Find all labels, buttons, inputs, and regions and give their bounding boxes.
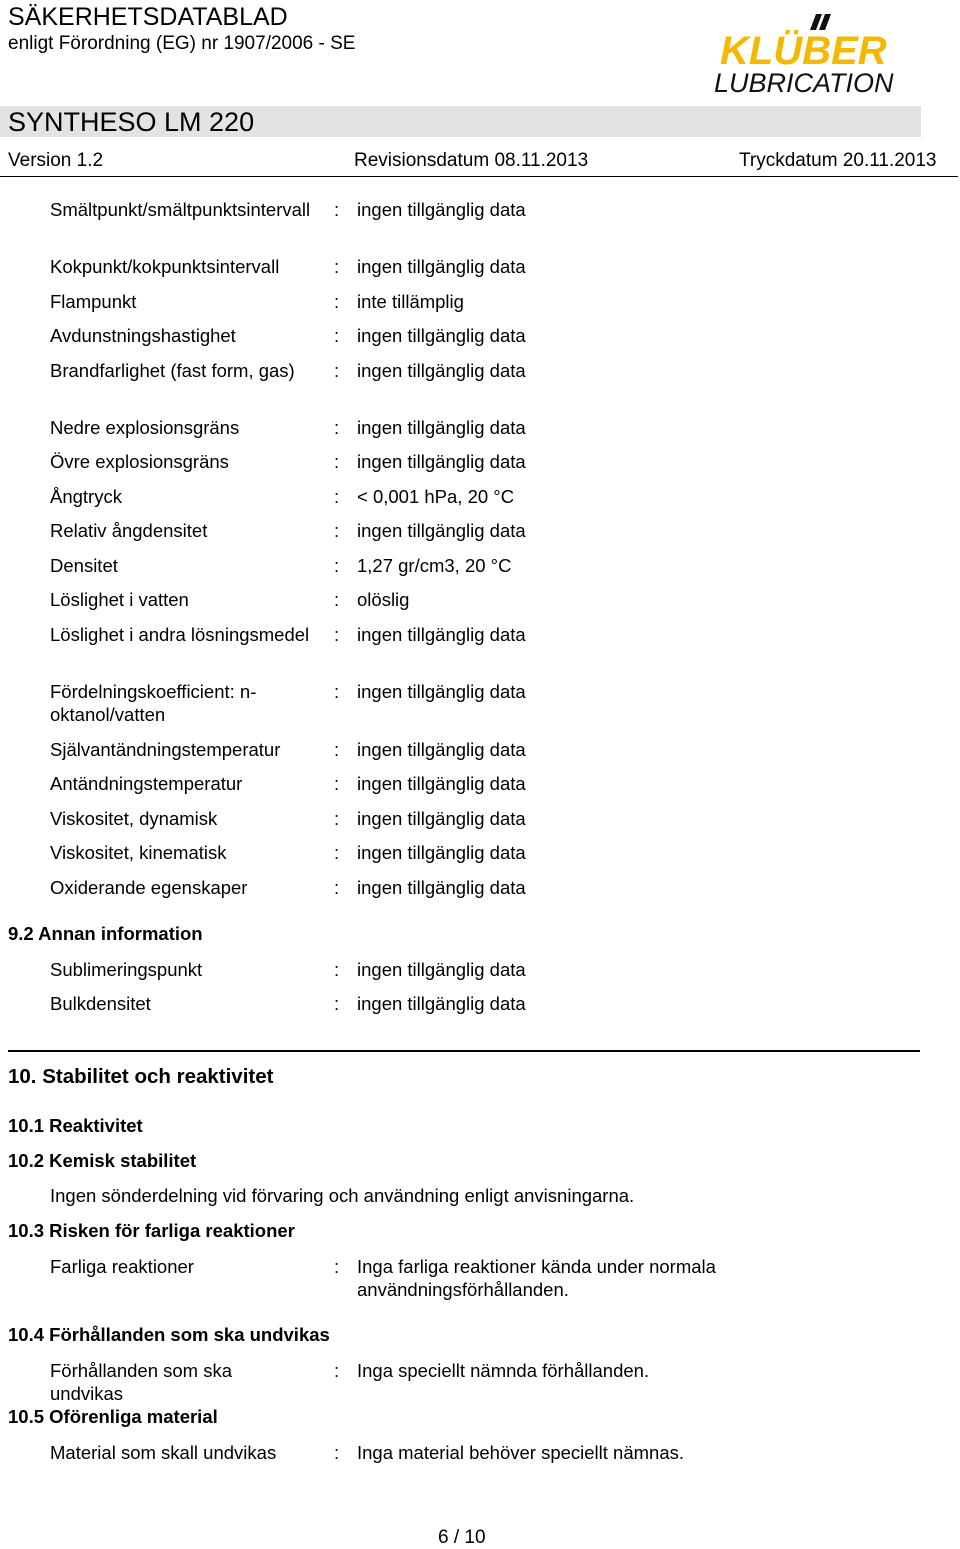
regulation-reference: enligt Förordning (EG) nr 1907/2006 - SE [8,33,356,54]
property-label: Självantändningstemperatur [50,739,281,760]
property-value: ingen tillgänglig data [357,451,526,472]
separator: : [334,417,340,438]
property-value: 1,27 gr/cm3, 20 °C [357,555,512,576]
page-number: 6 / 10 [438,1527,486,1548]
property-value: ingen tillgänglig data [357,520,526,541]
property-value: ingen tillgänglig data [357,325,526,346]
subsection-heading: 10.2 Kemisk stabilitet [8,1150,197,1171]
property-value: inte tillämplig [357,291,464,312]
separator: : [334,773,340,794]
property-value: olöslig [357,589,410,610]
property-label: Viskositet, dynamisk [50,808,218,829]
property-value: Inga speciellt nämnda förhållanden. [357,1360,650,1381]
separator: : [334,199,340,220]
subsection-heading: 9.2 Annan information [8,923,203,944]
section-divider [8,1050,920,1052]
print-date: Tryckdatum 20.11.2013 [739,150,937,171]
separator: : [334,1256,340,1277]
property-value: ingen tillgänglig data [357,842,526,863]
stability-text: Ingen sönderdelning vid förvaring och användning enligt anvisningarna. [50,1185,635,1206]
separator: : [334,624,340,645]
separator: : [334,451,340,472]
separator: : [334,291,340,312]
separator: : [334,256,340,277]
property-label: Övre explosionsgräns [50,451,229,472]
property-label: Material som skall undvikas [50,1442,277,1463]
revision-date: Revisionsdatum 08.11.2013 [354,150,589,171]
separator: : [334,808,340,829]
property-label: Fördelningskoefficient: n-oktanol/vatten [50,681,257,725]
separator: : [334,681,340,702]
separator: : [334,555,340,576]
property-label: Förhållanden som ska undvikas [50,1360,233,1404]
property-value: ingen tillgänglig data [357,256,526,277]
property-label: Antändningstemperatur [50,773,243,794]
property-label: Sublimeringspunkt [50,959,203,980]
subsection-heading: 10.3 Risken för farliga reaktioner [8,1220,295,1241]
property-value: ingen tillgänglig data [357,624,526,645]
property-label: Avdunstningshastighet [50,325,236,346]
property-value: ingen tillgänglig data [357,417,526,438]
property-value: ingen tillgänglig data [357,993,526,1014]
separator: : [334,959,340,980]
version-label: Version 1.2 [8,150,104,171]
separator: : [334,993,340,1014]
property-value: ingen tillgänglig data [357,808,526,829]
property-value: ingen tillgänglig data [357,199,526,220]
property-value: ingen tillgänglig data [357,739,526,760]
separator: : [334,1360,340,1381]
separator: : [334,520,340,541]
property-label: Oxiderande egenskaper [50,877,248,898]
property-value: Inga material behöver speciellt nämnas. [357,1442,685,1463]
property-label: Smältpunkt/smältpunktsintervall [50,199,311,220]
property-label: Bulkdensitet [50,993,151,1014]
property-label: Löslighet i andra lösningsmedel [50,624,310,645]
separator: : [334,739,340,760]
property-label: Nedre explosionsgräns [50,417,240,438]
property-label: Flampunkt [50,291,137,312]
section-title: 10. Stabilitet och reaktivitet [8,1065,274,1088]
subsection-heading: 10.1 Reaktivitet [8,1115,143,1136]
logo-subtitle: LUBRICATION [714,68,894,98]
property-label: Löslighet i vatten [50,589,189,610]
property-value: ingen tillgänglig data [357,959,526,980]
property-value: ingen tillgänglig data [357,360,526,381]
separator: : [334,877,340,898]
property-label: Brandfarlighet (fast form, gas) [50,360,295,381]
property-label: Farliga reaktioner [50,1256,194,1277]
property-label: Ångtryck [50,486,122,507]
separator: : [334,842,340,863]
property-value: Inga farliga reaktioner kända under normala användningsförhållanden. [357,1256,716,1300]
property-label: Relativ ångdensitet [50,520,208,541]
product-name: SYNTHESO LM 220 [8,107,255,137]
separator: : [334,589,340,610]
property-value: ingen tillgänglig data [357,681,526,702]
header-divider [0,176,958,177]
subsection-heading: 10.5 Oförenliga material [8,1406,218,1427]
property-value: < 0,001 hPa, 20 °C [357,486,515,507]
property-label: Kokpunkt/kokpunktsintervall [50,256,280,277]
logo-wordmark: KLÜBER [720,29,887,73]
property-value: ingen tillgänglig data [357,773,526,794]
separator: : [334,486,340,507]
separator: : [334,325,340,346]
subsection-heading: 10.4 Förhållanden som ska undvikas [8,1324,330,1345]
property-label: Viskositet, kinematisk [50,842,227,863]
document-title: SÄKERHETSDATABLAD [8,3,288,31]
kluber-logo [708,12,946,100]
property-label: Densitet [50,555,118,576]
property-value: ingen tillgänglig data [357,877,526,898]
separator: : [334,1442,340,1463]
separator: : [334,360,340,381]
